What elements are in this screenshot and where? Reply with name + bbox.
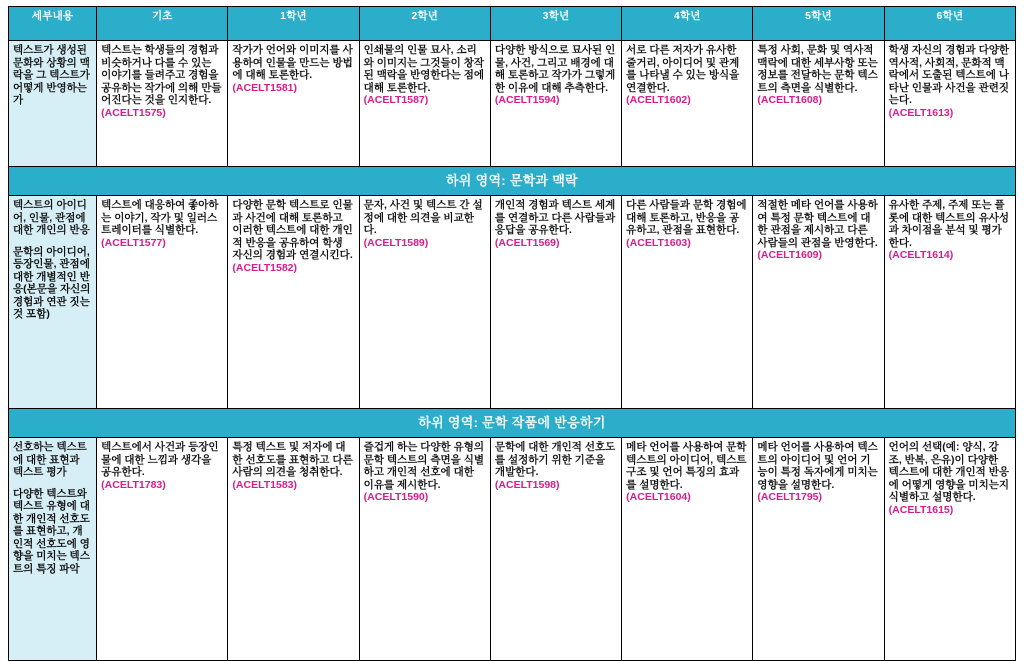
table-header-row	[9, 7, 1016, 41]
cell-text: 메타 언어를 사용하여 텍스트의 아이디어 및 언어 기능이 특정 독자에게 미치는 영향을 설명한다.	[757, 441, 878, 491]
column-header-year3: 3학년	[490, 7, 621, 41]
cell-code: (ACELT1587)	[363, 94, 429, 106]
cell-year5	[753, 196, 884, 409]
cell-text: 인쇄물의 인물 묘사, 소리와 이미지는 그것들이 창작된 맥락을 반영한다는 점에 대해 토론한다.	[363, 44, 484, 94]
row-header-context	[9, 41, 97, 167]
cell-code: (ACELT1581)	[232, 81, 297, 94]
cell-foundation	[97, 438, 228, 661]
cell-code: (ACELT1575)	[101, 106, 166, 119]
cell-text: 텍스트는 학생들의 경험과 비슷하거나 다를 수 있는 이야기를 들려주고 경험을 공유하는 작가에 의해 만들어진다는 것을 인지한다.	[101, 44, 222, 106]
cell-code: (ACELT1590)	[363, 491, 429, 503]
table-row	[9, 41, 1016, 167]
cell-text: 특정 텍스트 및 저자에 대한 선호도를 표현하고 다른 사람의 의견을 청취한다.	[232, 441, 353, 478]
cell-text: 메타 언어를 사용하여 문학 텍스트의 아이디어, 텍스트 구조 및 언어 특징의 효과를 설명한다.	[626, 441, 747, 491]
row-header-subtitle: 다양한 텍스트와 텍스트 유형에 대한 개인적 선호도를 표현하고, 개인적 선호도에 영향을 미치는 텍스트의 특징 파악	[13, 487, 90, 575]
cell-text: 서로 다른 저자가 유사한 줄거리, 아이디어 및 관계를 나타낼 수 있는 방식을 연결한다.	[626, 44, 740, 94]
cell-code: (ACELT1609)	[757, 249, 822, 261]
cell-text: 텍스트에 대응하여 좋아하는 이야기, 작가 및 일러스트레이터를 식별한다.	[101, 199, 219, 236]
cell-code: (ACELT1577)	[101, 236, 166, 249]
table-row	[9, 196, 1016, 409]
cell-year6	[884, 438, 1015, 661]
cell-text: 다양한 문학 텍스트로 인물과 사건에 대해 토론하고 이러한 텍스트에 대한 개인적 반응을 공유하여 학생 자신의 경험과 연결시킨다.	[232, 199, 353, 261]
cell-text: 유사한 주제, 주제 또는 플롯에 대한 텍스트의 유사성과 차이점을 분석 및 평가한다.	[888, 199, 1009, 249]
cell-text: 즐겁게 하는 다양한 유형의 문학 텍스트의 측면을 식별하고 개인적 선호에 대한 이유를 제시한다.	[363, 441, 484, 491]
cell-code: (ACELT1583)	[232, 478, 297, 491]
row-header-preferences	[9, 438, 97, 661]
cell-code: (ACELT1783)	[101, 478, 166, 491]
cell-code: (ACELT1603)	[626, 236, 691, 249]
cell-year3	[490, 41, 621, 167]
row-header-subtitle: 문학의 아이디어, 등장인물, 관점에 대한 개별적인 반응(본문을 자신의 경험과 연관 짓는 것 포함)	[13, 245, 91, 320]
cell-year5	[753, 438, 884, 661]
row-header-personal-response	[9, 196, 97, 409]
cell-text: 언어의 선택(예: 양식, 강조, 반복, 은유)이 다양한 텍스트에 대한 개인적 반응에 어떻게 영향을 미치는지 식별하고 설명한다.	[888, 441, 1009, 503]
cell-code: (ACELT1598)	[494, 478, 560, 491]
cell-text: 개인적 경험과 텍스트 세계를 연결하고 다른 사람들과 응답을 공유한다.	[494, 199, 616, 236]
cell-text: 다른 사람들과 문학 경험에 대해 토론하고, 반응을 공유하고, 관점을 표현한다.	[626, 199, 747, 236]
band-row-responding-to-literature	[9, 409, 1016, 438]
cell-year1	[228, 438, 359, 661]
column-header-year6: 6학년	[884, 7, 1015, 41]
cell-text: 작가가 언어와 이미지를 사용하여 인물을 만드는 방법에 대해 토론한다.	[232, 44, 353, 81]
cell-code: (ACELT1615)	[888, 503, 954, 516]
row-header-title: 선호하는 텍스트에 대한 표현과 텍스트 평가	[13, 441, 87, 478]
cell-text: 다양한 방식으로 묘사된 인물, 사건, 그리고 배경에 대해 토론하고 작가가 그렇게 한 이유에 대해 추측한다.	[494, 44, 616, 94]
cell-text: 적절한 메타 언어를 사용하여 특정 문학 텍스트에 대한 관점을 제시하고 다른 사람들의 관점을 반영한다.	[757, 199, 878, 249]
column-header-year2: 2학년	[359, 7, 490, 41]
cell-year2	[359, 41, 490, 167]
cell-year6	[884, 41, 1015, 167]
cell-code: (ACELT1608)	[757, 94, 822, 106]
cell-text: 텍스트에서 사건과 등장인물에 대한 느낌과 생각을 공유한다.	[101, 441, 219, 478]
table-row	[9, 438, 1016, 661]
column-header-year4: 4학년	[622, 7, 753, 41]
cell-year1	[228, 41, 359, 167]
cell-year2	[359, 196, 490, 409]
cell-year3	[490, 438, 621, 661]
row-header-title: 텍스트의 아이디어, 인물, 관점에 대한 개인의 반응	[13, 199, 90, 236]
cell-code: (ACELT1602)	[626, 94, 691, 106]
cell-code: (ACELT1589)	[363, 236, 429, 249]
cell-year5	[753, 41, 884, 167]
cell-year4	[622, 438, 753, 661]
cell-year1	[228, 196, 359, 409]
cell-code: (ACELT1569)	[494, 236, 560, 249]
curriculum-table	[8, 6, 1016, 661]
band-row-literature-context	[9, 167, 1016, 196]
cell-text: 문자, 사건 및 텍스트 간 설정에 대한 의견을 비교한다.	[363, 199, 483, 236]
band-label: 하위 영역: 문학과 맥락	[9, 167, 1016, 196]
column-header-year5: 5학년	[753, 7, 884, 41]
cell-code: (ACELT1582)	[232, 261, 297, 274]
row-header-title: 텍스트가 생성된 문화와 상황의 맥락을 그 텍스트가 어떻게 반영하는가	[13, 44, 90, 106]
cell-year4	[622, 41, 753, 167]
cell-year2	[359, 438, 490, 661]
cell-code: (ACELT1613)	[888, 106, 954, 119]
column-header-detail: 세부내용	[9, 7, 97, 41]
cell-code: (ACELT1604)	[626, 491, 691, 503]
cell-foundation	[97, 41, 228, 167]
cell-year6	[884, 196, 1015, 409]
cell-foundation	[97, 196, 228, 409]
band-label: 하위 영역: 문학 작품에 반응하기	[9, 409, 1016, 438]
cell-year3	[490, 196, 621, 409]
column-header-year1: 1학년	[228, 7, 359, 41]
cell-text: 문학에 대한 개인적 선호도를 설정하기 위한 기준을 개발한다.	[494, 441, 616, 478]
cell-code: (ACELT1795)	[757, 491, 822, 503]
column-header-foundation: 기초	[97, 7, 228, 41]
cell-code: (ACELT1614)	[888, 249, 954, 261]
cell-text: 특정 사회, 문화 및 역사적 맥락에 대한 세부사항 또는 정보를 전달하는 문학 텍스트의 측면을 식별한다.	[757, 44, 878, 94]
cell-text: 학생 자신의 경험과 다양한 역사적, 사회적, 문화적 맥락에서 도출된 텍스트에 나타난 인물과 사건을 관련짓는다.	[888, 44, 1009, 106]
cell-code: (ACELT1594)	[494, 94, 560, 106]
cell-year4	[622, 196, 753, 409]
